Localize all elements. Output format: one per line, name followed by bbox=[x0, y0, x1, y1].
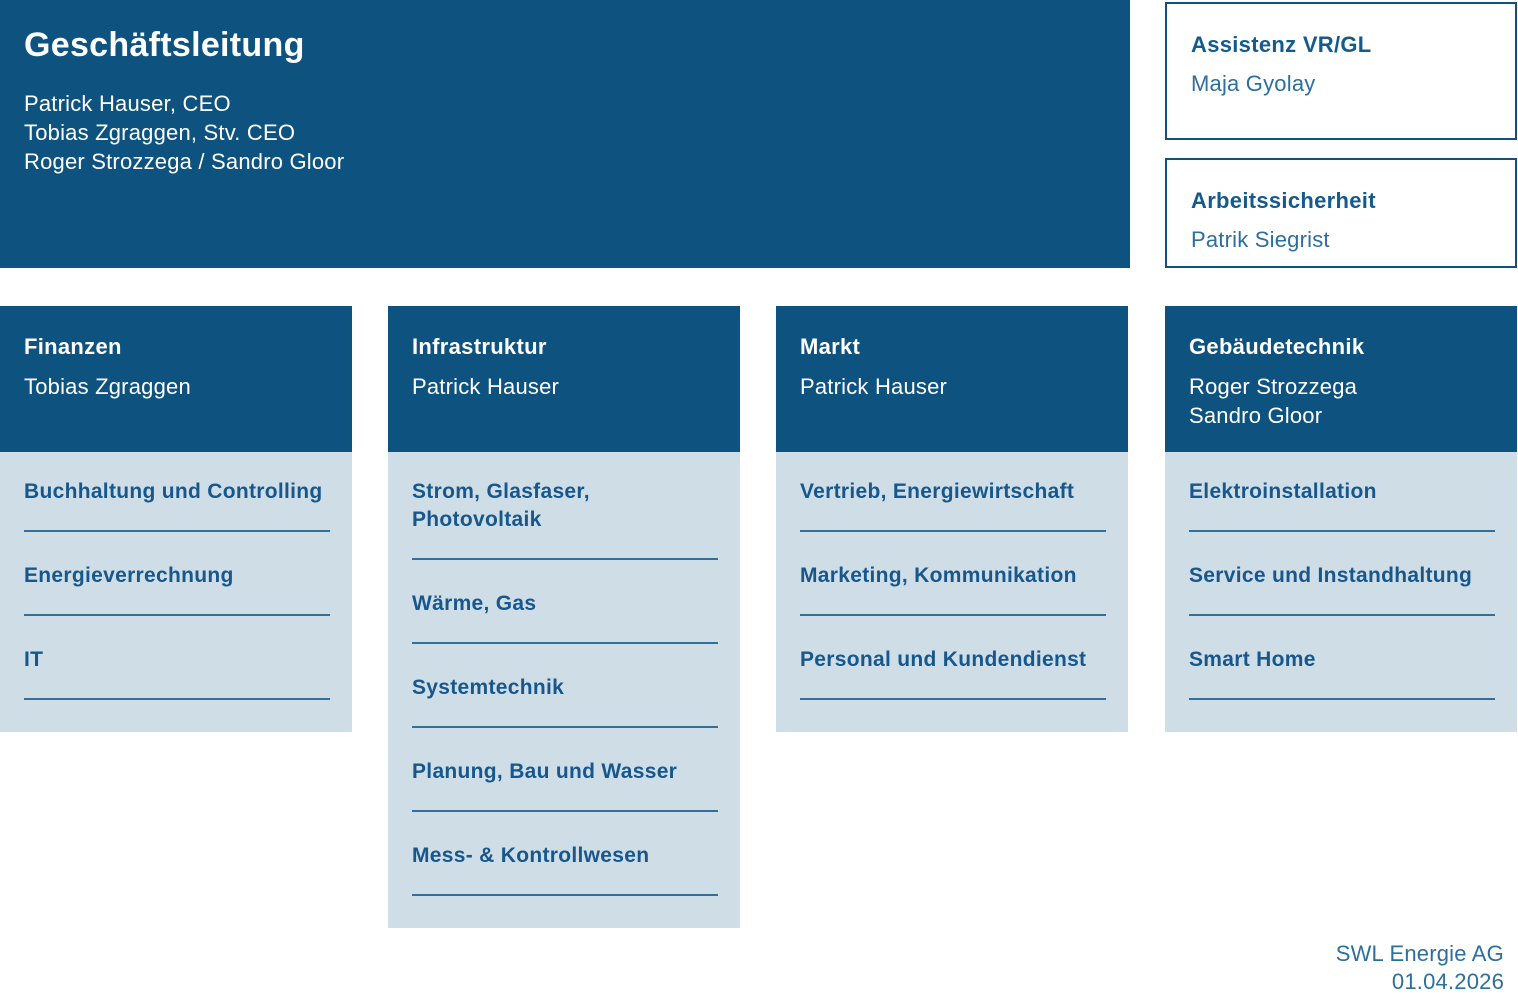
leadership-member-deputy-ceo: Tobias Zgraggen, Stv. CEO bbox=[24, 120, 296, 145]
staff-box-person: Maja Gyolay bbox=[1191, 71, 1316, 96]
department-lead: Sandro Gloor bbox=[1189, 403, 1323, 428]
leadership-box bbox=[0, 0, 1130, 268]
department-body bbox=[0, 452, 352, 732]
unit-item bbox=[776, 616, 1128, 700]
unit-item bbox=[388, 812, 740, 896]
department-title: Gebäudetechnik bbox=[1189, 334, 1365, 359]
unit-item bbox=[388, 644, 740, 728]
leadership-member-ceo: Patrick Hauser, CEO bbox=[24, 91, 231, 116]
unit-label: Marketing, Kommunikation bbox=[800, 564, 1077, 587]
department-column-markt bbox=[776, 306, 1128, 732]
department-body bbox=[776, 452, 1128, 732]
unit-label: Service und Instandhaltung bbox=[1189, 564, 1473, 587]
department-lead: Tobias Zgraggen bbox=[24, 374, 191, 399]
department-body bbox=[1165, 452, 1517, 732]
department-header bbox=[388, 306, 740, 452]
department-title: Markt bbox=[800, 334, 861, 359]
unit-label: Vertrieb, Energiewirtschaft bbox=[800, 480, 1075, 503]
unit-item bbox=[0, 452, 352, 532]
footer-date: 01.04.2026 bbox=[1391, 969, 1504, 994]
unit-rule bbox=[800, 698, 1106, 700]
department-header bbox=[776, 306, 1128, 452]
unit-label: Wärme, Gas bbox=[412, 592, 537, 615]
unit-rule bbox=[24, 698, 330, 700]
unit-item bbox=[0, 532, 352, 616]
department-lead: Roger Strozzega bbox=[1189, 374, 1358, 399]
department-header bbox=[1165, 306, 1517, 452]
unit-item bbox=[388, 728, 740, 812]
staff-box-title: Assistenz VR/GL bbox=[1191, 32, 1372, 57]
department-lead: Patrick Hauser bbox=[800, 374, 948, 399]
unit-label: Buchhaltung und Controlling bbox=[24, 480, 323, 503]
unit-item bbox=[1165, 532, 1517, 616]
department-column-gebaeudetechnik bbox=[1165, 306, 1517, 732]
unit-label: Personal und Kundendienst bbox=[800, 648, 1087, 671]
department-column-infrastruktur bbox=[388, 306, 740, 928]
leadership-title: Geschäftsleitung bbox=[24, 26, 305, 64]
unit-rule bbox=[412, 894, 718, 896]
unit-label: Systemtechnik bbox=[412, 676, 565, 699]
department-title: Infrastruktur bbox=[412, 334, 547, 359]
department-header bbox=[0, 306, 352, 452]
unit-item bbox=[1165, 616, 1517, 700]
unit-label: Mess- & Kontrollwesen bbox=[412, 844, 650, 867]
unit-rule bbox=[1189, 698, 1495, 700]
unit-label: IT bbox=[24, 648, 44, 671]
unit-label: Planung, Bau und Wasser bbox=[412, 760, 678, 783]
unit-item bbox=[1165, 452, 1517, 532]
staff-box-person: Patrik Siegrist bbox=[1191, 227, 1330, 252]
footer bbox=[1336, 940, 1504, 996]
leadership-member-others: Roger Strozzega / Sandro Gloor bbox=[24, 149, 345, 174]
unit-label: Elektroinstallation bbox=[1189, 480, 1377, 503]
department-title: Finanzen bbox=[24, 334, 122, 359]
department-column-finanzen bbox=[0, 306, 352, 732]
unit-label: Energieverrechnung bbox=[24, 564, 234, 587]
staff-box-arbeitssicherheit bbox=[1165, 158, 1517, 268]
unit-label: Strom, Glasfaser, Photovoltaik bbox=[412, 480, 590, 531]
unit-item bbox=[776, 452, 1128, 532]
unit-label: Smart Home bbox=[1189, 648, 1316, 671]
unit-item bbox=[388, 560, 740, 644]
unit-item bbox=[388, 452, 740, 560]
unit-item bbox=[0, 616, 352, 700]
department-lead: Patrick Hauser bbox=[412, 374, 560, 399]
unit-item bbox=[776, 532, 1128, 616]
footer-company: SWL Energie AG bbox=[1335, 941, 1504, 966]
department-body bbox=[388, 452, 740, 928]
staff-box-title: Arbeitssicherheit bbox=[1191, 188, 1376, 213]
staff-box-assistenz bbox=[1165, 2, 1517, 140]
